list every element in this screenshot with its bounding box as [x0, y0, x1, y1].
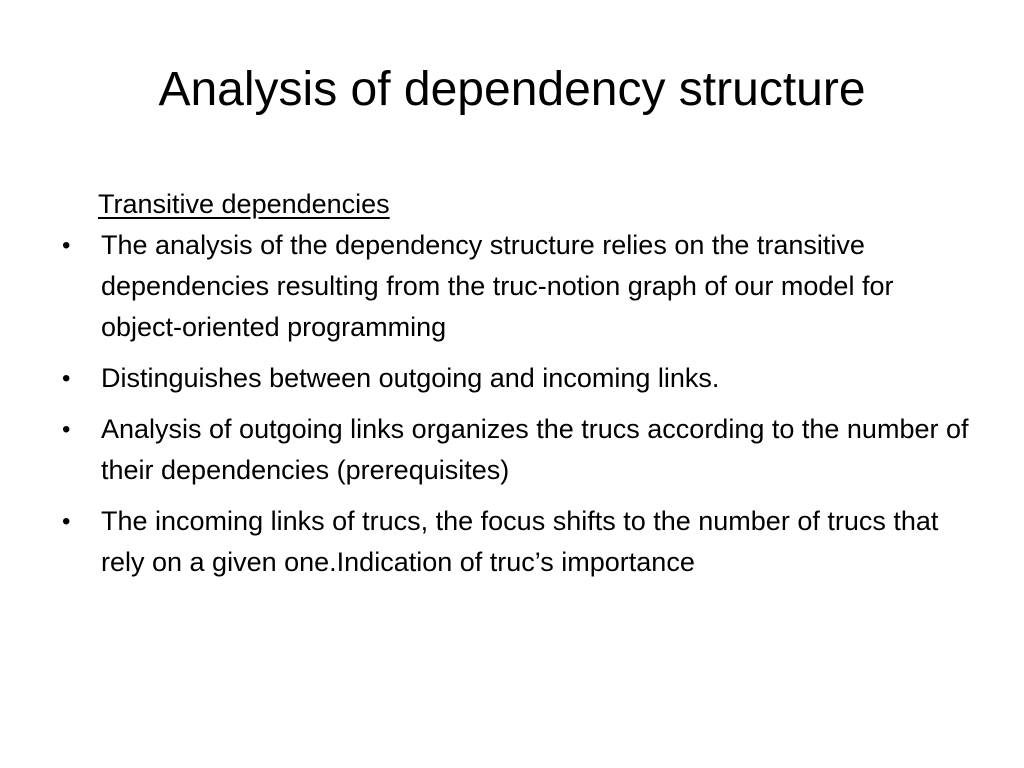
subheading: Transitive dependencies	[98, 189, 390, 219]
bullet-text: The analysis of the dependency structure relies on the transitive dependencies resulting from the truc-notion graph of our model for object-oriented programming	[101, 230, 894, 342]
bullet-dot-icon: •	[62, 508, 71, 535]
bullet-dot-icon: •	[62, 232, 71, 259]
bullet-item	[60, 501, 980, 583]
bullet-item	[60, 225, 980, 348]
slide-title: Analysis of dependency structure	[158, 63, 866, 116]
bullet-item	[60, 358, 980, 399]
bullet-text: The incoming links of trucs, the focus shifts to the number of trucs that rely on a given one.Indication of truc’s importance	[101, 506, 939, 577]
bullet-text: Analysis of outgoing links organizes the trucs according to the number of their dependencies (prerequisites)	[101, 414, 969, 485]
bullet-item	[60, 409, 980, 491]
bullet-dot-icon: •	[62, 416, 71, 443]
bullet-dot-icon: •	[62, 365, 71, 392]
bullet-list	[60, 225, 980, 583]
bullet-text: Distinguishes between outgoing and incoming links.	[101, 363, 720, 393]
slide-body	[60, 184, 980, 583]
